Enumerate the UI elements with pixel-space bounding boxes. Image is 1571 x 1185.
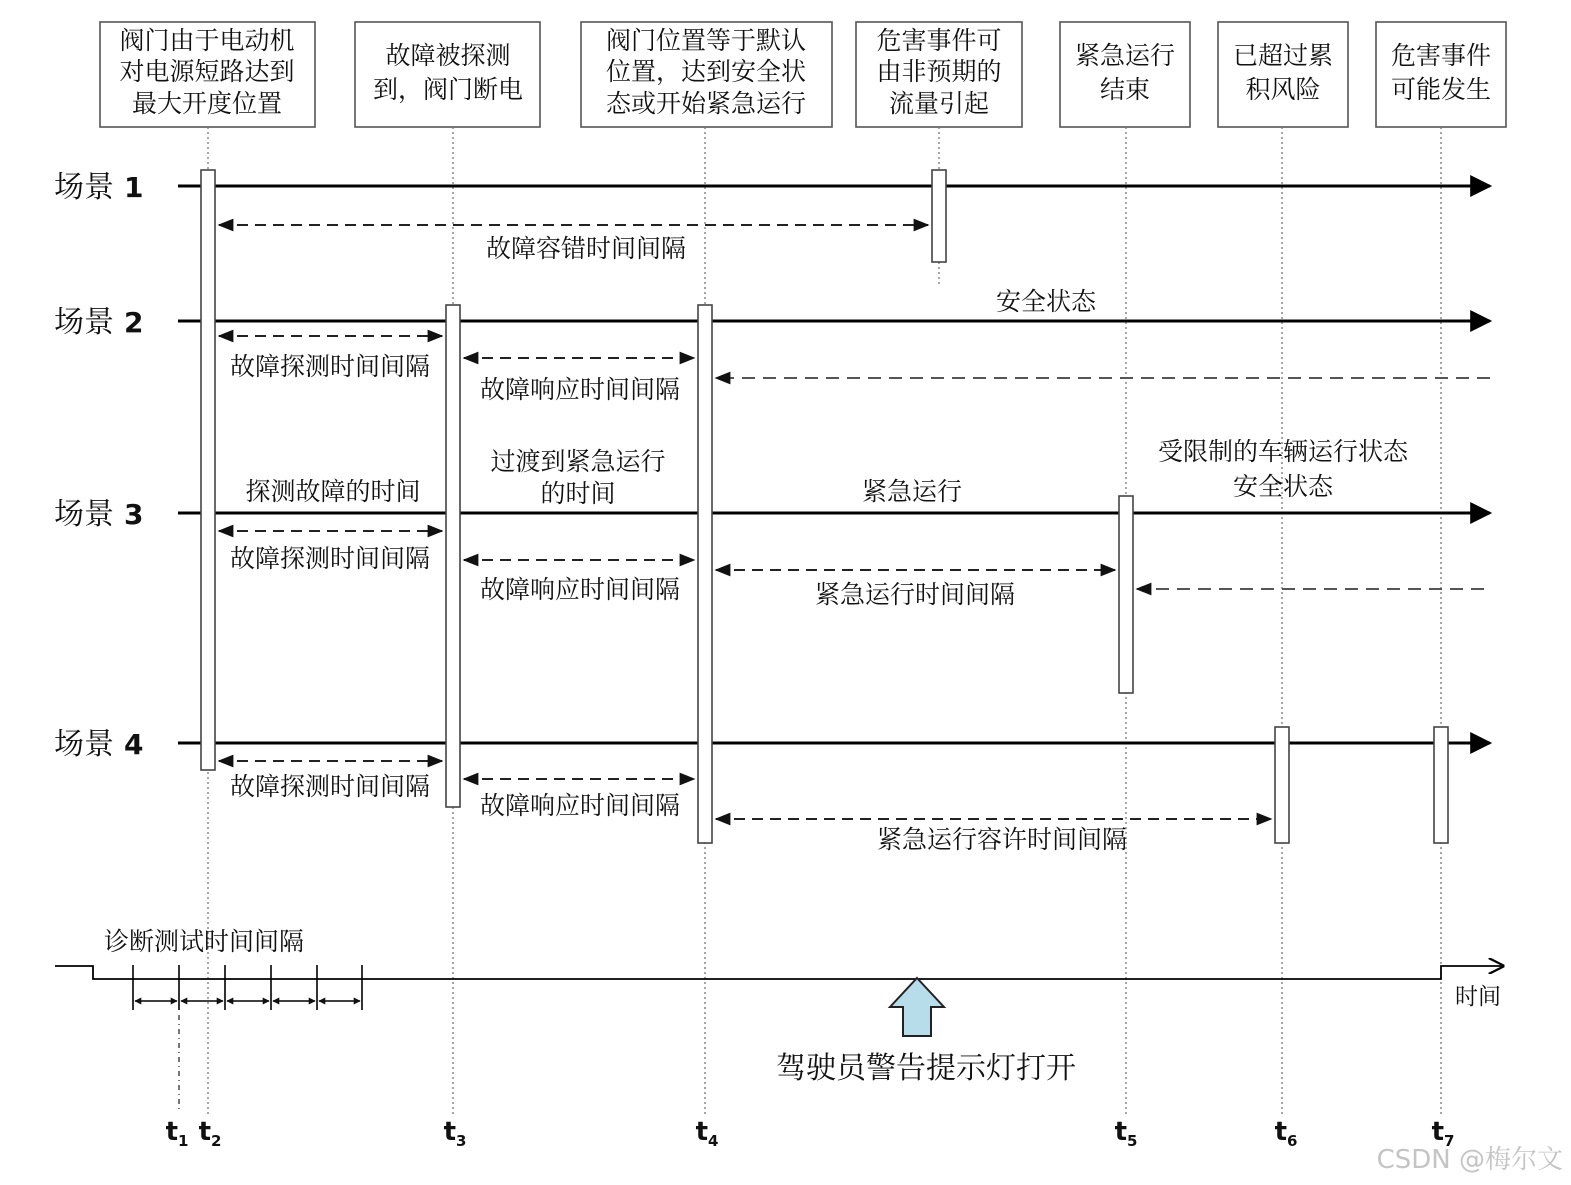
svg-text:t4: $t_4$ (695, 1117, 719, 1150)
s3-emergency-op-label: 紧急运行 (861, 477, 963, 506)
s3-response-interval-label: 故障响应时间间隔 (479, 575, 681, 604)
event-3-line-2: 位置，达到安全状 (605, 57, 807, 86)
tick-t5 (1115, 1117, 1138, 1150)
scenario-label-2 (54, 305, 143, 340)
s4-emergency-tolerance-label: 紧急运行容许时间间隔 (876, 825, 1128, 854)
s3-detect-time-label: 探测故障的时间 (245, 477, 421, 506)
fault-tolerant-interval-label: 故障容错时间间隔 (485, 234, 687, 263)
event-box-6 (1218, 22, 1348, 127)
scenario-label-1 (54, 170, 143, 205)
event-4-line-2: 由非预期的 (876, 57, 1002, 86)
event-7-line-2: 可能发生 (1390, 75, 1492, 104)
scenario-label-3 (54, 497, 143, 532)
svg-text:t2: $t_2$ (198, 1117, 222, 1150)
tick-t3 (444, 1117, 467, 1150)
event-2-line-2: 到，阀门断电 (372, 75, 524, 104)
event-6-line-2: 积风险 (1245, 75, 1321, 104)
bar-t3 (446, 305, 460, 807)
bar-t5 (1119, 496, 1133, 693)
event-box-5 (1060, 22, 1190, 127)
tick-t6 (1275, 1117, 1298, 1150)
s3-emergency-interval-label: 紧急运行时间间隔 (814, 580, 1016, 609)
event-7-line-1: 危害事件 (1390, 41, 1492, 70)
svg-text:t6: $t_6$ (1274, 1117, 1298, 1150)
event-4-line-3: 流量引起 (888, 89, 990, 118)
bar-t7 (1434, 727, 1448, 843)
bar-hazard-s1 (932, 170, 946, 262)
scenario-1-text: 场景 (54, 170, 114, 205)
event-4-line-1: 危害事件可 (876, 26, 1002, 55)
s3-detect-interval-label: 故障探测时间间隔 (229, 544, 431, 573)
event-box-4 (856, 22, 1022, 127)
event-2-line-1: 故障被探测 (385, 41, 511, 70)
diag-test-ticks (133, 965, 362, 1010)
bar-t6 (1275, 727, 1289, 843)
s3-transition-label-1: 过渡到紧急运行 (490, 447, 666, 476)
event-5-line-1: 紧急运行 (1074, 41, 1176, 70)
svg-text:t1: $t_1$ (165, 1117, 189, 1150)
event-3-line-1: 阀门位置等于默认 (605, 26, 807, 55)
s3-transition-label-2: 的时间 (540, 479, 616, 508)
s2-detect-interval-label: 故障探测时间间隔 (229, 352, 431, 381)
s3-restricted-label-2: 安全状态 (1232, 472, 1334, 501)
bar-t4 (698, 305, 712, 843)
diag-test-interval-label: 诊断测试时间间隔 (104, 927, 305, 956)
tick-t1 (166, 1117, 189, 1150)
event-1-line-3: 最大开度位置 (131, 89, 283, 118)
event-box-2 (355, 22, 540, 127)
tick-t4 (696, 1117, 719, 1150)
s3-restricted-label-1: 受限制的车辆运行状态 (1157, 437, 1409, 466)
scenario-1-number: 1 (124, 171, 144, 204)
svg-text:t3: $t_3$ (443, 1117, 467, 1150)
scenario-4-text: 场景 (54, 727, 114, 762)
warning-light-label: 驾驶员警告提示灯打开 (776, 1051, 1076, 1086)
event-5-line-2: 结束 (1099, 75, 1151, 104)
scenario-2-text: 场景 (54, 305, 114, 340)
event-box-3 (581, 22, 832, 127)
s2-safe-state-label: 安全状态 (995, 287, 1097, 316)
s4-response-interval-label: 故障响应时间间隔 (479, 791, 681, 820)
s4-detect-interval-label: 故障探测时间间隔 (229, 772, 431, 801)
event-3-line-3: 态或开始紧急运行 (605, 89, 807, 118)
watermark: CSDN @梅尔文 (1376, 1145, 1563, 1175)
s2-response-interval-label: 故障响应时间间隔 (479, 375, 681, 404)
scenario-label-4 (54, 727, 143, 762)
event-6-line-1: 已超过累 (1232, 41, 1334, 70)
bar-t2 (201, 170, 215, 770)
svg-text:t7: $t_7$ (1431, 1117, 1455, 1150)
event-1-line-1: 阀门由于电动机 (119, 26, 295, 55)
tick-t2 (199, 1117, 222, 1150)
svg-text:t5: $t_5$ (1114, 1117, 1138, 1150)
scenario-3-number: 3 (124, 498, 144, 531)
scenario-3-text: 场景 (54, 497, 114, 532)
event-box-7 (1376, 22, 1506, 127)
warning-up-arrow-icon (890, 978, 944, 1036)
time-axis (55, 966, 1503, 979)
event-box-1 (100, 22, 315, 127)
time-guides (179, 127, 1441, 1115)
time-axis-label: 时间 (1455, 984, 1501, 1010)
scenario-4-number: 4 (124, 728, 144, 761)
scenario-2-number: 2 (124, 306, 144, 339)
event-1-line-2: 对电源短路达到 (119, 57, 295, 86)
